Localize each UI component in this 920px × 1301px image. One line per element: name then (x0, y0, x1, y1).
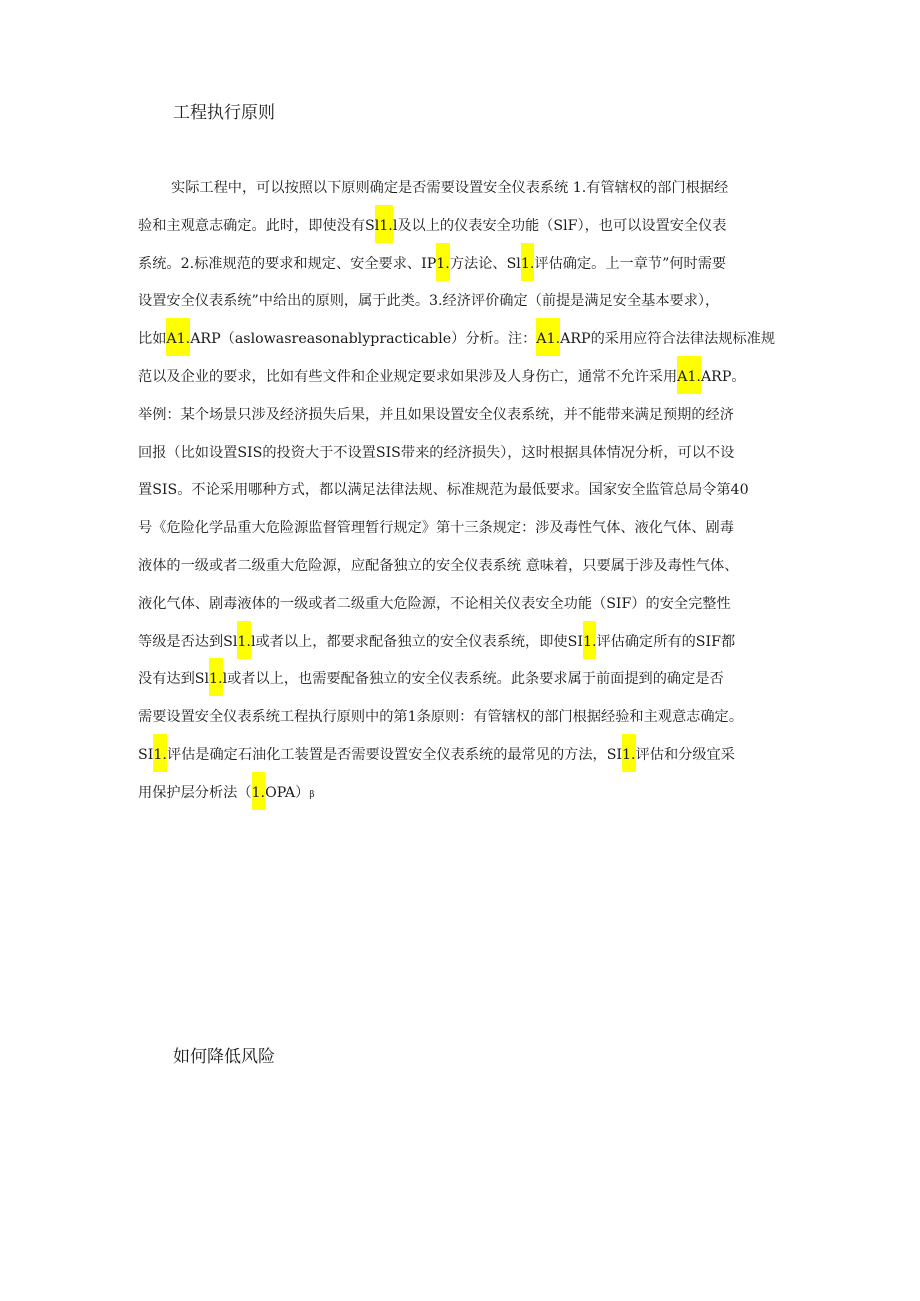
highlight-mark: 1. (436, 243, 450, 281)
text-line: 液化气体、剧毒液体的一级或者二级重大危险源，不论相关仪表安全功能（SIF）的安全完整性 (138, 595, 731, 612)
principles-paragraph (138, 170, 798, 813)
highlight-mark: 1. (622, 734, 636, 772)
section-heading-reduce-risk: 如何降低风险 (173, 1047, 275, 1067)
footnote-mark: β (309, 789, 315, 800)
text-line: 验和主观意志确定。此时，即使没有Sl1.l及以上的仪表安全功能（SlF），也可以设置安全仪表 (138, 208, 798, 246)
text-line: SI1.评估是确定石油化工装置是否需要设置安全仪表系统的最常见的方法，SI1.评估和分级宜采 (138, 737, 798, 775)
text-line: 没有达到Sl1.l或者以上，也需要配备独立的安全仪表系统。此条要求属于前面提到的确定是否 (138, 661, 798, 699)
highlight-mark: 1. (583, 621, 597, 659)
highlight-mark: A1. (536, 318, 560, 356)
highlight-mark: 1. (252, 772, 266, 810)
highlight-mark: l1. (375, 205, 393, 243)
highlight-mark: A1. (166, 318, 190, 356)
highlight-mark: A1. (677, 356, 701, 394)
text-line: 需要设置安全仪表系统工程执行原则中的第1条原则：有管辖权的部门根据经验和主观意志确定。 (138, 709, 743, 726)
text-line: 回报（比如设置SIS的投资大于不设置SIS带来的经济损失），这时根据具体情况分析，可以不设 (138, 444, 735, 461)
highlight-mark: 1. (209, 658, 223, 696)
highlight-mark: 1. (237, 621, 251, 659)
text-line: 系统。2.标准规范的要求和规定、安全要求、IP1.方法论、Sl1.评估确定。上一章节”何时需要 (138, 246, 798, 284)
highlight-mark: 1. (153, 734, 167, 772)
text-line: 比如A1.ARP（aslowasreasonablypracticable）分析。注：A1.ARP的采用应符合法律法规标准规 (138, 321, 798, 359)
text-line: 等级是否达到Sl1.l或者以上，都要求配备独立的安全仪表系统，即使SI1.评估确定所有的SIF都 (138, 624, 798, 662)
text-line: 设置安全仪表系统”中给出的原则，属于此类。3.经济评价确定（前提是满足安全基本要求）， (138, 293, 720, 310)
section-heading-principles: 工程执行原则 (173, 103, 275, 123)
text-line: 用保护层分析法（1.OPA）β (138, 775, 798, 813)
text-line: 范以及企业的要求，比如有些文件和企业规定要求如果涉及人身伤亡，通常不允许采用A1.ARP。 (138, 359, 798, 397)
text-line: 液体的一级或者二级重大危险源，应配备独立的安全仪表系统 意味着，只要属于涉及毒性气体、 (138, 557, 739, 574)
text-line: 号《危险化学品重大危险源监督管理暂行规定》第十三条规定：涉及毒性气体、液化气体、剧毒 (138, 520, 734, 537)
text-line: 置SIS。不论采用哪种方式，都以满足法律法规、标准规范为最低要求。国家安全监管总局令第40 (138, 482, 749, 499)
text-line: 举例：某个场景只涉及经济损失后果，并且如果设置安全仪表系统，并不能带来满足预期的经济 (138, 406, 734, 423)
text-line: 实际工程中，可以按照以下原则确定是否需要设置安全仪表系统 1.有管辖权的部门根据经 (171, 180, 729, 196)
highlight-mark: 1. (521, 243, 535, 281)
